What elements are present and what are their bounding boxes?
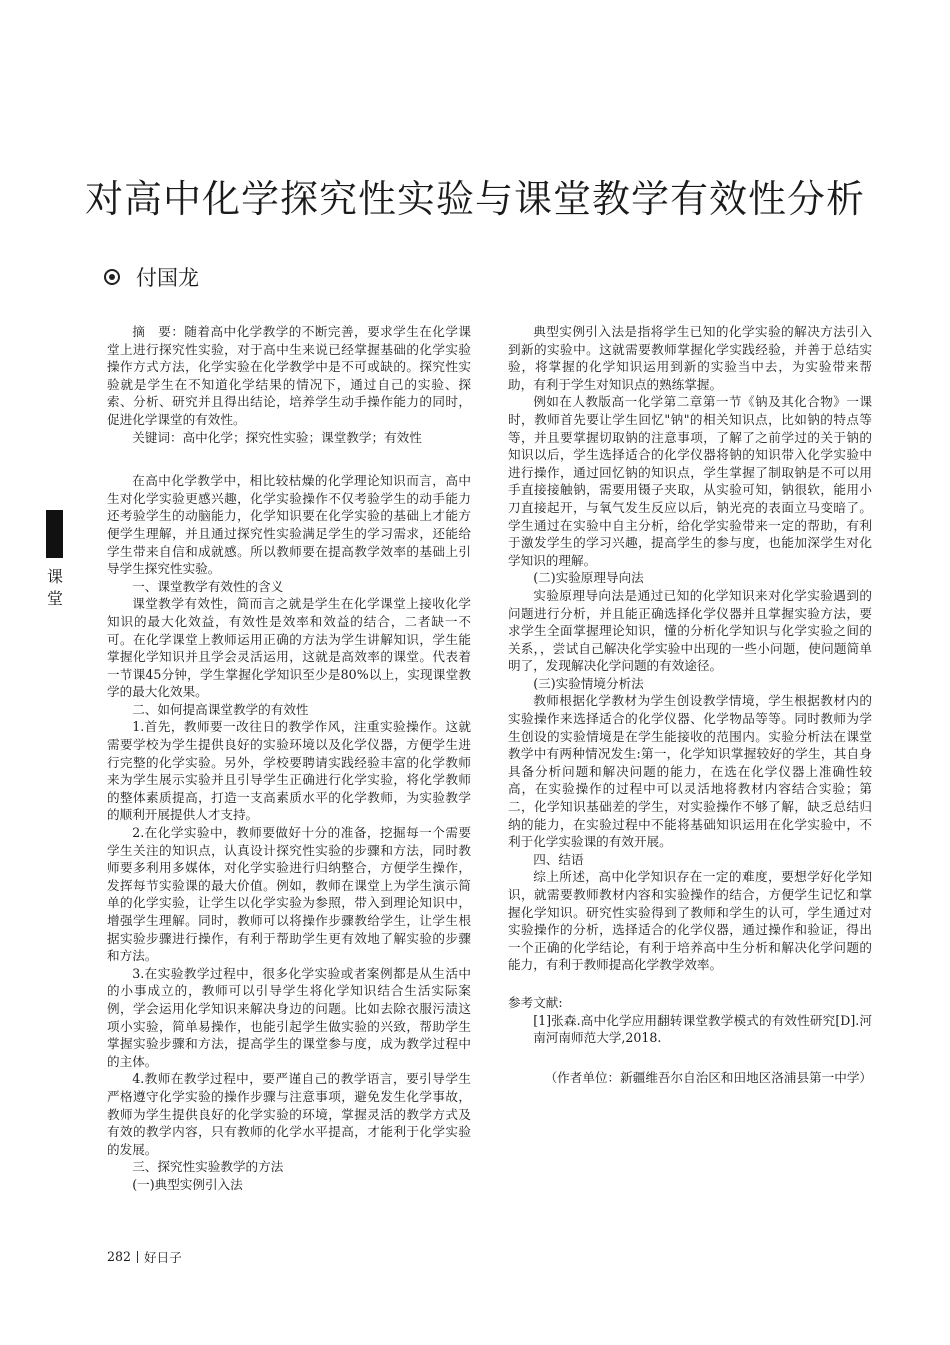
paragraph: 1.首先，教师要一改往日的教学作风，注重实验操作。这就需要学校为学生提供良好的实验环境以及化学仪器，方便学生进行完整的化学实验。另外，学校要聘请实践经验丰富的化学教师来为学生展示实验并且引导学生正确进行化学实验，将化学教师的整体素质提高，打造一支高素质水平的化学教师，为实验教学的顺利开展提供人才支持。 [107,719,471,823]
reference-item: [1]张森.高中化学应用翻转课堂教学模式的有效性研究[D].河南河南师范大学,2018. [533,1012,872,1046]
references-heading: 参考文献: [508,994,563,1010]
author-name: 付国龙 [136,266,199,290]
section-heading: 二、如何提高课堂教学的有效性 [132,701,309,717]
section-heading: 一、课堂教学有效性的含义 [132,578,284,594]
paragraph: 例如在人教版高一化学第二章第一节《钠及其化合物》一课时，教师首先要让学生回忆"钠"的相关知识点，比如钠的特点等等，并且要掌握切取钠的注意事项，了解了之前学过的关于钠的知识以后，学生选择适合的化学仪器将钠的知识带入化学实验中进行操作，通过回忆钠的知识点，学生掌握了制取钠是不可以用手直接接触钠，需要用镊子夹取，从实验可知，钠很软，能用小刀直接起开，与氧气发生反应以后，钠光亮的表面立马变暗了。学生通过在实验中自主分析，给化学实验带来一定的帮助，有利于激发学生的学习兴趣，提高学生的参与度，也能加深学生对化学知识的理解。 [508,394,872,568]
page-number: 282 [107,1249,132,1264]
section-heading: 四、结语 [533,851,584,867]
subsection-heading: (三)实验情境分析法 [533,675,644,691]
spacer [107,446,471,472]
page-footer [107,1247,182,1266]
section-heading: 三、探究性实验教学的方法 [132,1159,284,1175]
paragraph: 在高中化学教学中，相比较枯燥的化学理论知识而言，高中生对化学实验更感兴趣，化学实验操作不仅考验学生的动手能力还考验学生的动脑能力，化学知识要在化学实验的基础上才能方便学生理解，并且通过探究性实验满足学生的学习需求，还能给学生带来自信和成就感。所以教师要在提高教学效率的基础上引导学生探究性实验。 [107,473,471,577]
paragraph: 典型实例引入法是指将学生已知的化学实验的解决方法引入到新的实验中。这就需要教师掌握化学实践经验，并善于总结实验，将掌握的化学知识运用到新的实验当中去，为实验带来帮助，有利于学生对知识点的熟练掌握。 [508,324,872,392]
article-title: 对高中化学探究性实验与课堂教学有效性分析 [84,177,865,221]
left-column [107,323,471,1194]
subsection-heading: (一)典型实例引入法 [132,1176,243,1192]
section-marker-bar [46,510,63,558]
author-affiliation: （作者单位：新疆维吾尔自治区和田地区洛浦县第一中学） [544,1069,872,1085]
right-column [508,323,872,1087]
subsection-heading: (二)实验原理导向法 [533,570,644,586]
footer-divider [137,1251,138,1263]
paragraph: 综上所述，高中化学知识存在一定的难度，要想学好化学知识，就需要教师教材内容和实验操作的结合，方便学生记忆和掌握化学知识。研究性实验得到了教师和学生的认可，学生通过对实验操作的分析，选择适合的化学仪器，通过操作和验证，得出一个正确的化学结论，有利于培养高中生分析和解决化学问题的能力，有利于教师提高化学教学效率。 [508,869,872,973]
keywords: 关键词：高中化学；探究性实验；课堂教学；有效性 [132,429,422,445]
section-label: 课堂 [47,567,64,608]
paragraph: 2.在化学实验中，教师要做好十分的准备，挖掘每一个需要学生关注的知识点，认真设计探究性实验的步骤和方法，同时教师要多利用多媒体，对化学实验进行归纳整合，方便学生操作，发挥每节实验课的最大价值。例如，教师在课堂上为学生演示简单的化学实验，让学生以化学实验为参照，带入到理论知识中，增强学生理解。同时，教师可以将操作步骤教给学生，让学生根据实验步骤进行操作，有利于帮助学生更有效地了解实验的步骤和方法。 [107,825,471,964]
paragraph: 3.在实验教学过程中，很多化学实验或者案例都是从生活中的小事成立的，教师可以引导学生将化学知识结合生活实际案例，学会运用化学知识来解决身边的问题。比如去除衣服污渍这项小实验，简单易操作，也能引起学生做实验的兴致，帮助学生掌握实验步骤和方法，提高学生的课堂参与度，成为教学过程中的主体。 [107,965,471,1069]
author-row [104,262,199,292]
paragraph: 课堂教学有效性，简而言之就是学生在化学课堂上接收化学知识的最大化效益，有效性是效率和效益的结合，二者缺一不可。在化学课堂上教师运用正确的方法为学生讲解知识，学生能掌握化学知识并且学会灵活运用，这就是高效率的课堂。代表着一节课45分钟，学生掌握化学知识至少是80%以上，实现课堂教学的最大化效果。 [107,596,471,700]
paragraph: 教师根据化学教材为学生创设教学情境，学生根据教材内的实验操作来选择适合的化学仪器、化学物品等等。同时教师为学生创设的实验情境是在学生能接收的范围内。实验分析法在课堂教学中有两种情况发生:第一，化学知识掌握较好的学生，其自身具备分析问题和解决问题的能力，在选在化学仪器上准确性较高，在实验操作的过程中可以灵活地将教材内容结合实验；第二，化学知识基础差的学生，对实验操作不够了解，缺乏总结归纳的能力，在实验过程中不能将基础知识运用在化学实验中，不利于化学实验课的有效开展。 [508,693,872,850]
paragraph: 4.教师在教学过程中，要严谨自己的教学语言，要引导学生严格遵守化学实验的操作步骤与注意事项，避免发生化学事故，教师为学生提供良好的化学实验的环境，掌握灵活的教学方式及有效的教学内容，只有教师的化学水平提高，才能利于化学实验的发展。 [107,1071,471,1157]
journal-name: 好日子 [144,1250,182,1265]
abstract: 摘 要：随着高中化学教学的不断完善，要求学生在化学课堂上进行探究性实验，对于高中生来说已经掌握基础的化学实验操作方式方法，化学实验在化学教学中是不可或缺的。探究性实验就是学生在不知道化学结果的情况下，通过自己的实验、探索、分析、研究并且得出结论，培养学生动手操作能力的同时，促进化学课堂的有效性。 [107,324,471,427]
paragraph: 实验原理导向法是通过已知的化学知识来对化学实验遇到的问题进行分析，并且能正确选择化学仪器并且掌握实验方法，要求学生全面掌握理论知识，懂的分析化学知识与化学实验之间的关系，，尝试自己解决化学实验中出现的一些小问题，使问题简单明了，发现解决化学问题的有效途径。 [508,587,872,674]
target-bullet-icon [104,269,120,285]
